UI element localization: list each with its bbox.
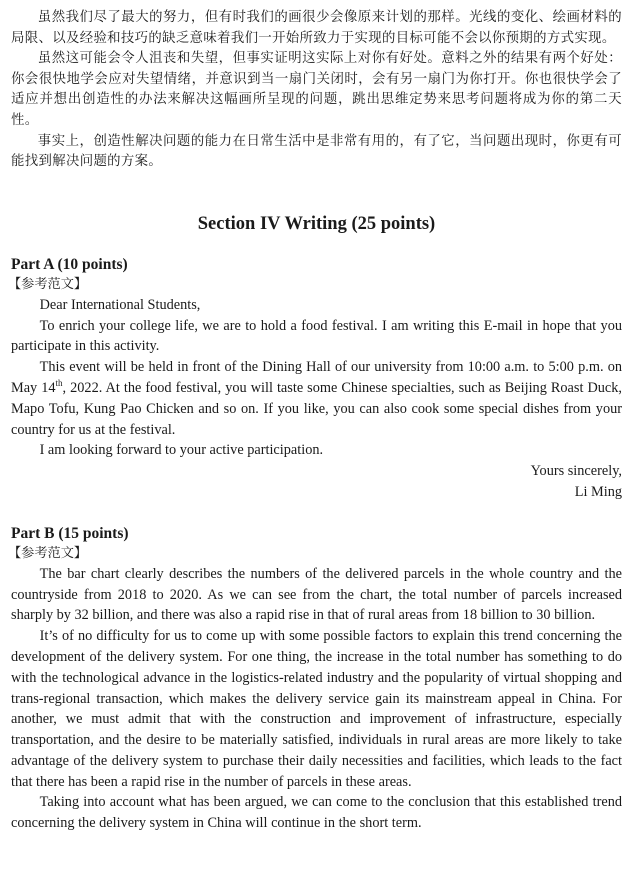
section-title: Section IV Writing (25 points) <box>197 213 436 234</box>
letter-paragraph-2 <box>11 357 622 440</box>
essay-paragraph-1: The bar chart clearly describes the numbers of the delivered parcels in the whole country and the countryside from 2018 to 2020. As we can see from the chart, the total number of parcels increased sharply by 32 billion, and there was also a rapid rise in that of rural areas from 18 billion to 30 billion. <box>11 565 622 624</box>
spacer <box>11 503 622 524</box>
part-b-heading: Part B (15 points) <box>11 524 129 542</box>
letter-closing: Yours sincerely, <box>530 463 622 480</box>
part-a-reference-label: 【参考范文】 <box>8 276 88 292</box>
letter-paragraph-2-end: , 2022. At the food festival, you will taste some Chinese specialties, such as Beijing Roast Duck, Mapo Tofu, Kung Pao Chicken and so on. If you like, you can also cook some special dishes from your country for us at the festival. <box>11 379 622 438</box>
part-b-reference-label: 【参考范文】 <box>8 545 88 561</box>
part-a <box>8 255 622 503</box>
letter-greeting: Dear International Students, <box>39 296 201 313</box>
chinese-paragraph-2: 虽然这可能会令人沮丧和失望，但事实证明这实际上对你有好处。意料之外的结果有两个好处：你会很快地学会应对失望情绪，并意识到当一扇门关闭时，会有另一扇门为你打开。你也很快学会了适应并想出创造性的办法来解决这幅画所呈现的问题，跳出思维定势来思考问题将成为你的第二天性。 <box>11 51 622 128</box>
part-a-heading: Part A (10 points) <box>11 255 128 273</box>
essay-paragraph-3: Taking into account what has been argued, we can come to the conclusion that this established trend concerning the delivery system in China will continue in the short term. <box>11 794 622 832</box>
essay-paragraph-2: It’s of no difficulty for us to come up with some possible factors to explain this trend concerning the development of the delivery system. For one thing, the increase in the total number has something to do with the technological advance in the logistics-related industry and the popularity of virtual shopping and trans-regional transaction, which makes the delivery service gain its mainstream appeal in China. For another, we must admit that with the construction and improvement of infrastructure, especially transportation, and the desire to be materially satisfied, individuals in rural areas are more likely to take advantage of the delivery system to purchase their daily necessities and facilities, which leads to the fact that there has been a rapid rise in the number of parcels in these areas. <box>11 628 622 790</box>
letter-paragraph-1: To enrich your college life, we are to hold a food festival. I am writing this E-mail in hope that you participate in this activity. <box>11 317 622 355</box>
chinese-paragraph-3: 事实上，创造性解决问题的能力在日常生活中是非常有用的，有了它，当问题出现时，你更有可能找到解决问题的方案。 <box>11 133 622 170</box>
part-b <box>8 524 622 834</box>
letter-paragraph-3: I am looking forward to your active participation. <box>39 442 324 459</box>
letter-paragraph-2-start: This event will be held in front of the Dining Hall of our university from 10:00 a.m. to 5:00 p.m. on May 14 <box>11 359 622 396</box>
chinese-paragraph-1: 虽然我们尽了最大的努力，但有时我们的画很少会像原来计划的那样。光线的变化、绘画材料的局限、以及经验和技巧的缺乏意味着我们一开始所致力于实现的目标可能不会以你预期的方式实现。 <box>11 10 622 46</box>
date-ordinal-suffix: th <box>55 378 63 389</box>
letter-signature: Li Ming <box>574 483 622 500</box>
